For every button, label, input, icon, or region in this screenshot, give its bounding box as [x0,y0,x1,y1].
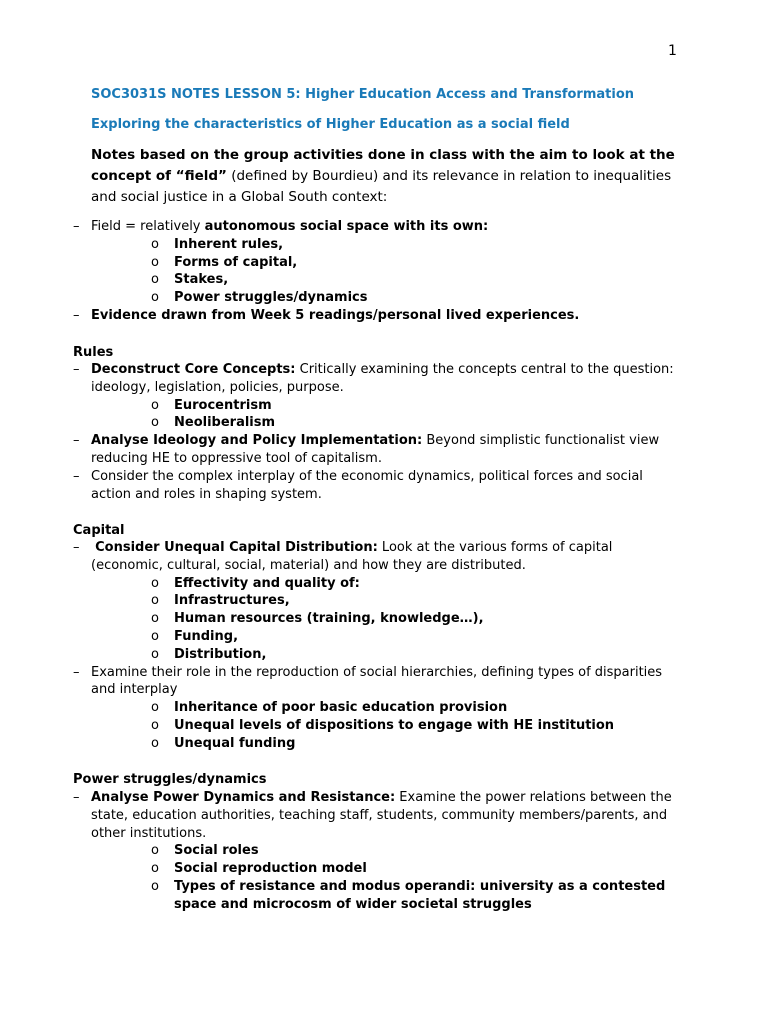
list-item [0,664,768,700]
item-text: Critically examining the concepts central to the question: ideology, legislation, policies, purpose. [91,362,674,395]
power-list [0,789,768,914]
circle-marker: o [151,236,159,252]
list-item [0,610,768,628]
item-bold: Analyse Power Dynamics and Resistance: [91,790,396,805]
rules-list [0,361,768,503]
list-item [0,699,768,717]
document-title: SOC3031S NOTES LESSON 5: Higher Education Access and Transformation [91,87,635,102]
list-item [0,307,768,325]
circle-marker: o [151,593,159,609]
list-item [0,254,768,272]
item-text: Field = relatively [91,219,205,234]
item-text: Beyond simplistic functionalist view reducing HE to oppressive tool of capitalism. [91,433,660,466]
dash-marker: – [73,219,80,234]
circle-marker: o [151,272,159,288]
item-bold: Evidence drawn from Week 5 readings/personal lived experiences. [91,307,580,323]
sub-item-text: Power struggles/dynamics [174,290,368,306]
circle-marker: o [151,700,159,716]
document-subtitle: Exploring the characteristics of Higher Education as a social field [91,117,570,132]
power-heading: Power struggles/dynamics [73,772,267,787]
list-item [0,361,768,397]
circle-marker: o [151,878,159,894]
dash-marker: – [73,362,80,377]
sub-item-text: Unequal funding [174,735,296,751]
circle-marker: o [151,735,159,751]
list-item [0,860,768,878]
dash-marker: – [73,433,80,449]
circle-marker: o [151,290,159,306]
list-item [0,414,768,432]
item-bold: Deconstruct Core Concepts: [91,362,296,377]
sub-item-text: Distribution, [174,646,267,662]
list-item [0,236,768,254]
list-item [0,628,768,646]
list-item [0,735,768,753]
sub-item-text: Unequal levels of dispositions to engage with HE institution [174,717,615,733]
list-item [0,575,768,593]
list-item [0,878,768,914]
circle-marker: o [151,861,159,877]
circle-marker: o [151,611,159,627]
list-item [0,717,768,735]
item-bold: Consider Unequal Capital Distribution: [95,540,378,555]
item-text: Consider the complex interplay of the economic dynamics, political forces and social action and roles in shaping system. [91,468,643,502]
circle-marker: o [151,628,159,644]
list-item [0,218,768,236]
sub-item-text: Forms of capital, [174,254,298,270]
list-item [0,468,768,504]
circle-marker: o [151,575,159,591]
rules-heading: Rules [73,345,114,360]
intro-paragraph [91,145,691,208]
sub-item-text: Stakes, [174,272,229,288]
item-bold: Analyse Ideology and Policy Implementation: [91,433,423,449]
field-list [0,218,768,325]
dash-marker: – [73,468,80,484]
sub-item-text: Infrastructures, [174,593,290,609]
list-item [0,842,768,860]
list-item [0,592,768,610]
list-item [0,789,768,842]
list-item [0,271,768,289]
sub-item-text: Funding, [174,628,239,644]
list-item [0,289,768,307]
sub-item-text: Inheritance of poor basic education provision [174,700,508,716]
dash-marker: – [73,790,80,805]
capital-list [0,539,768,753]
sub-item-text: Effectivity and quality of: [174,575,360,591]
dash-marker: – [73,540,80,555]
list-item [0,539,768,575]
item-text: Examine the power relations between the state, education authorities, teaching staff, students, community members/parents, and other institutions. [91,790,672,841]
intro-bold: Notes based on the group activities done in class with the aim to look at the concept of “field” [91,147,675,184]
circle-marker: o [151,843,159,859]
circle-marker: o [151,717,159,733]
intro-rest: (defined by Bourdieu) and its relevance in relation to inequalities and social justice in a Global South context: [91,168,672,205]
dash-marker: – [73,664,80,680]
list-item [0,646,768,664]
sub-item-text: Human resources (training, knowledge…), [174,611,484,627]
item-text: Examine their role in the reproduction of social hierarchies, defining types of disparities and interplay [91,664,663,698]
list-item [0,432,768,468]
sub-item-text: Neoliberalism [174,415,276,431]
circle-marker: o [151,254,159,270]
dash-marker: – [73,307,80,323]
sub-item-text: Social roles [174,843,259,859]
sub-item-text: Social reproduction model [174,861,367,877]
item-text: Look at the various forms of capital (economic, cultural, social, material) and how they are distributed. [91,540,613,573]
capital-heading: Capital [73,523,125,538]
page-number: 1 [668,43,677,59]
circle-marker: o [151,397,159,413]
circle-marker: o [151,415,159,431]
sub-item-text: Types of resistance and modus operandi: university as a contested space and microcosm of wider societal struggles [174,878,666,912]
item-bold: autonomous social space with its own: [204,219,489,234]
sub-item-text: Eurocentrism [174,397,272,413]
circle-marker: o [151,646,159,662]
list-item [0,397,768,415]
sub-item-text: Inherent rules, [174,236,284,252]
